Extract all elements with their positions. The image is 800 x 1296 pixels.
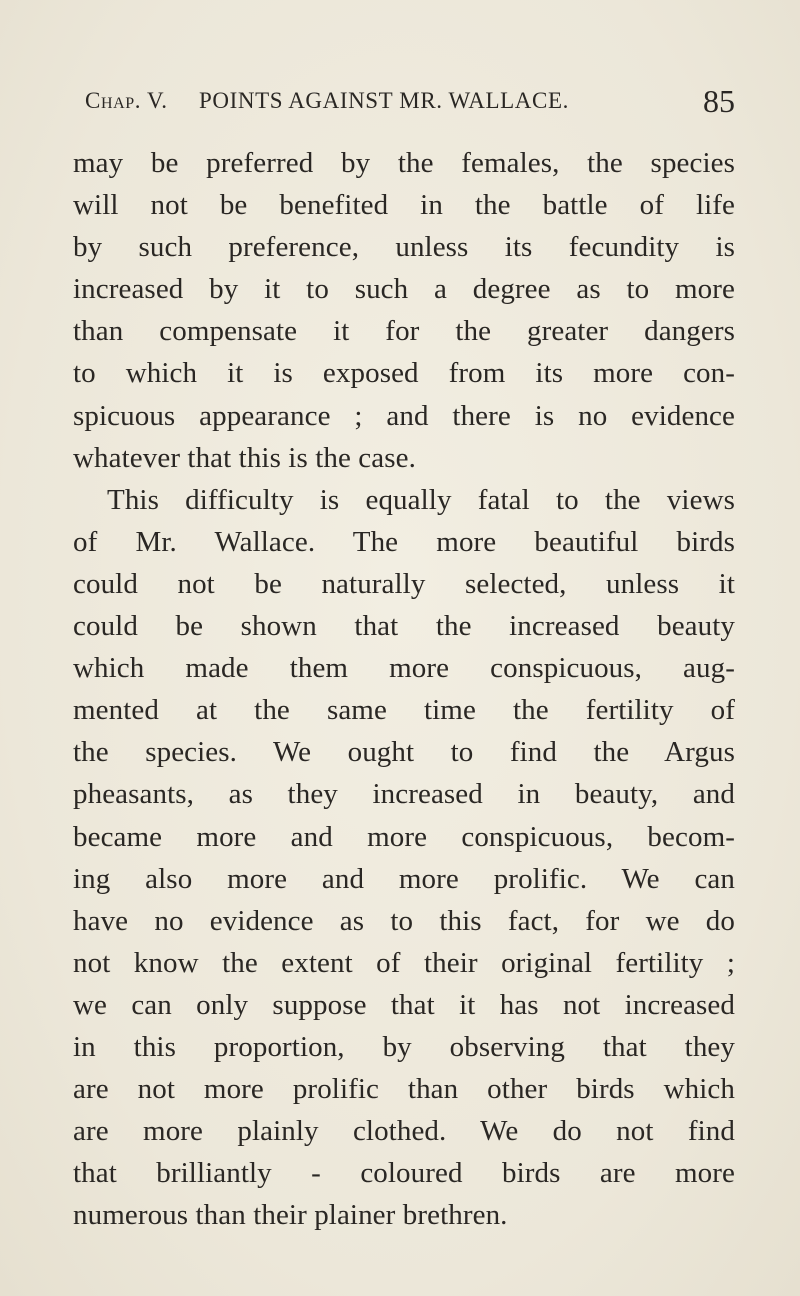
text-line: whatever that this is the case. bbox=[73, 441, 416, 474]
text-line: may be preferred by the females, the species bbox=[73, 147, 735, 179]
text-line: to which it is exposed from its more con- bbox=[73, 357, 735, 390]
text-line: the species. We ought to find the Argus bbox=[73, 736, 735, 769]
text-line: are not more prolific than other birds which bbox=[73, 1073, 735, 1106]
text-line: in this proportion, by observing that they bbox=[73, 1030, 735, 1063]
text-line: that brilliantly - coloured birds are more bbox=[73, 1157, 735, 1190]
text-line: we can only suppose that it has not increased bbox=[73, 988, 735, 1021]
chapter-label: Chap. V. bbox=[85, 88, 168, 113]
text-line: ing also more and more prolific. We can bbox=[73, 862, 735, 895]
text-line: pheasants, as they increased in beauty, and bbox=[73, 778, 735, 811]
text-line: This difficulty is equally fatal to the views bbox=[107, 483, 735, 516]
text-line: spicuous appearance ; and there is no evidence bbox=[73, 399, 735, 432]
text-line: not know the extent of their original fertility ; bbox=[73, 946, 735, 979]
text-line: which made them more conspicuous, aug- bbox=[73, 652, 735, 685]
text-line: of Mr. Wallace. The more beautiful birds bbox=[73, 525, 735, 558]
text-line: have no evidence as to this fact, for we do bbox=[73, 904, 735, 937]
body-text bbox=[73, 142, 735, 1236]
text-line: became more and more conspicuous, becom- bbox=[73, 820, 735, 853]
running-title: POINTS AGAINST MR. WALLACE. bbox=[199, 88, 569, 113]
text-line: increased by it to such a degree as to more bbox=[73, 273, 735, 306]
text-line: than compensate it for the greater dangers bbox=[73, 315, 735, 348]
text-line: will not be benefited in the battle of life bbox=[73, 189, 735, 222]
text-line: by such preference, unless its fecundity is bbox=[73, 231, 735, 264]
text-line: are more plainly clothed. We do not find bbox=[73, 1115, 735, 1148]
page-number: 85 bbox=[703, 83, 735, 119]
running-header bbox=[85, 83, 735, 122]
text-line: numerous than their plainer brethren. bbox=[73, 1199, 508, 1232]
text-line: could not be naturally selected, unless it bbox=[73, 567, 735, 600]
text-line: could be shown that the increased beauty bbox=[73, 610, 735, 643]
text-line: mented at the same time the fertility of bbox=[73, 694, 735, 727]
